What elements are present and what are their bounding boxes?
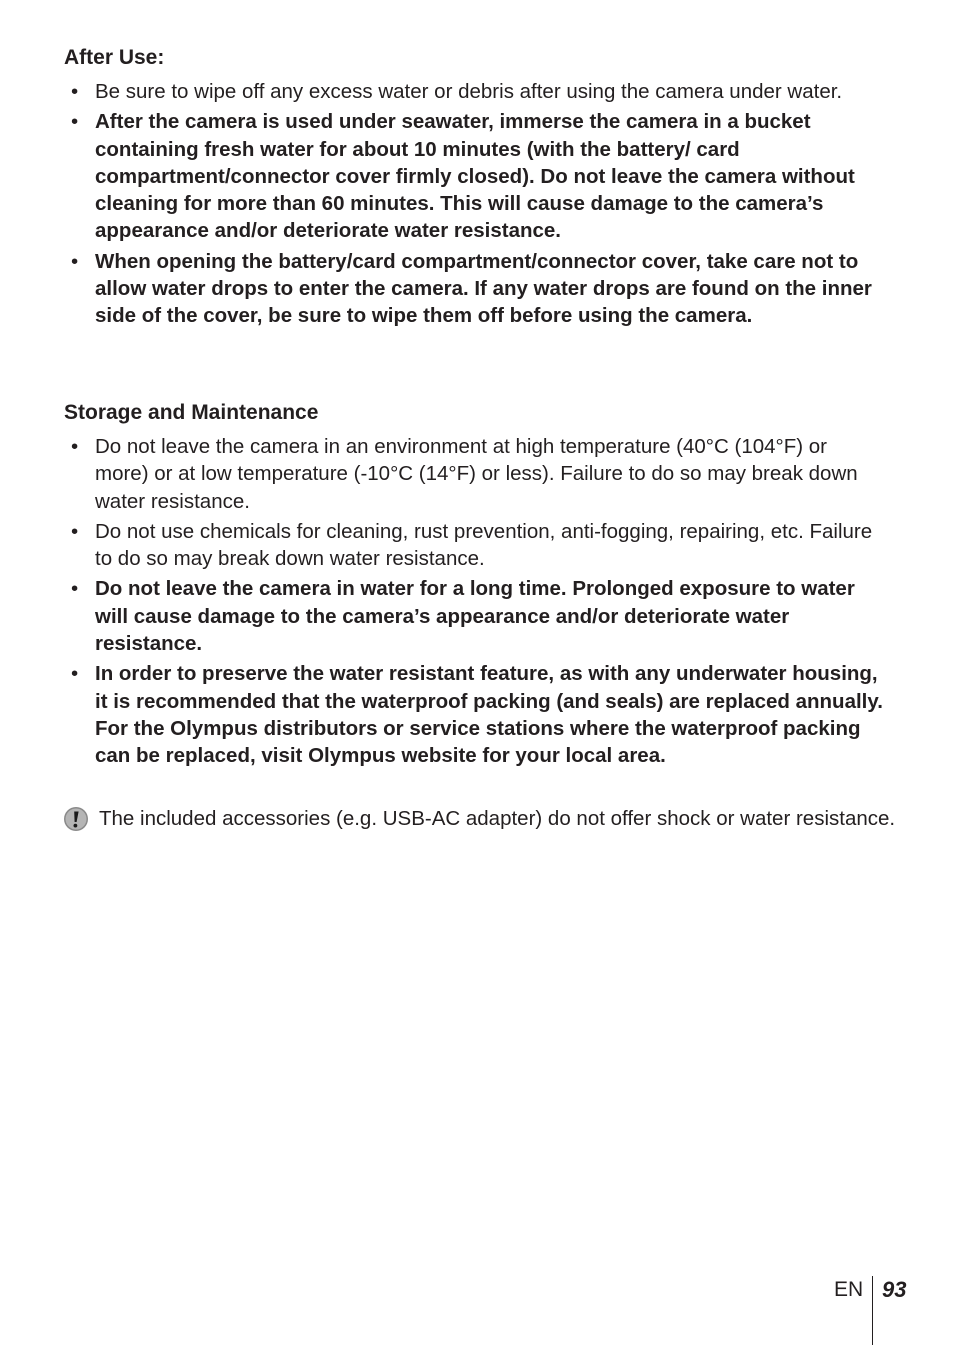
page-number: 93 bbox=[882, 1277, 907, 1302]
note-text: The included accessories (e.g. USB-AC adapter) do not offer shock or water resistance. bbox=[99, 807, 896, 830]
after-use-list bbox=[0, 78, 954, 333]
language-label: EN bbox=[834, 1278, 864, 1301]
list-item: • Do not use chemicals for cleaning, rust prevention, anti-fogging, repairing, etc. Failure to do so may break down water resistance. bbox=[0, 518, 954, 573]
list-item-continuation: For the Olympus distributors or service stations where the waterproof packing can be replaced, visit Olympus website for your local area. bbox=[95, 716, 861, 768]
list-item bbox=[0, 660, 954, 769]
list-item: • When opening the battery/card compartment/connector cover, take care not to allow water drops to enter the camera. If any water drops are found on the inner side of the cover, be sure to wipe them off before using the camera. bbox=[0, 248, 954, 330]
caution-icon bbox=[63, 806, 89, 832]
list-item: • Do not leave the camera in an environment at high temperature (40°C (104°F) or more) or at low temperature (-10°C (14°F) or less). Failure to do so may break down water resistance. bbox=[0, 433, 954, 515]
heading-storage-maintenance: Storage and Maintenance bbox=[64, 401, 319, 424]
list-item-text: • In order to preserve the water resistant feature, as with any underwater housing, it is recommended that the waterproof packing (and seals) are replaced annually. bbox=[95, 662, 883, 713]
footer-divider bbox=[872, 1276, 873, 1345]
heading-after-use: After Use: bbox=[64, 46, 165, 69]
list-item: • Do not leave the camera in water for a long time. Prolonged exposure to water will cause damage to the camera’s appearance and/or deteriorate water resistance. bbox=[0, 575, 954, 657]
storage-list bbox=[0, 433, 954, 773]
caution-note bbox=[63, 805, 919, 832]
list-item: • After the camera is used under seawater, immerse the camera in a bucket containing fresh water for about 10 minutes (with the battery/ card compartment/connector cover firmly closed). Do not leave the camera without cleaning for more than 60 minutes. This will cause damage to the camera’s appearance and/or deteriorate water resistance. bbox=[0, 108, 954, 244]
list-item: • Be sure to wipe off any excess water or debris after using the camera under water. bbox=[0, 78, 954, 105]
